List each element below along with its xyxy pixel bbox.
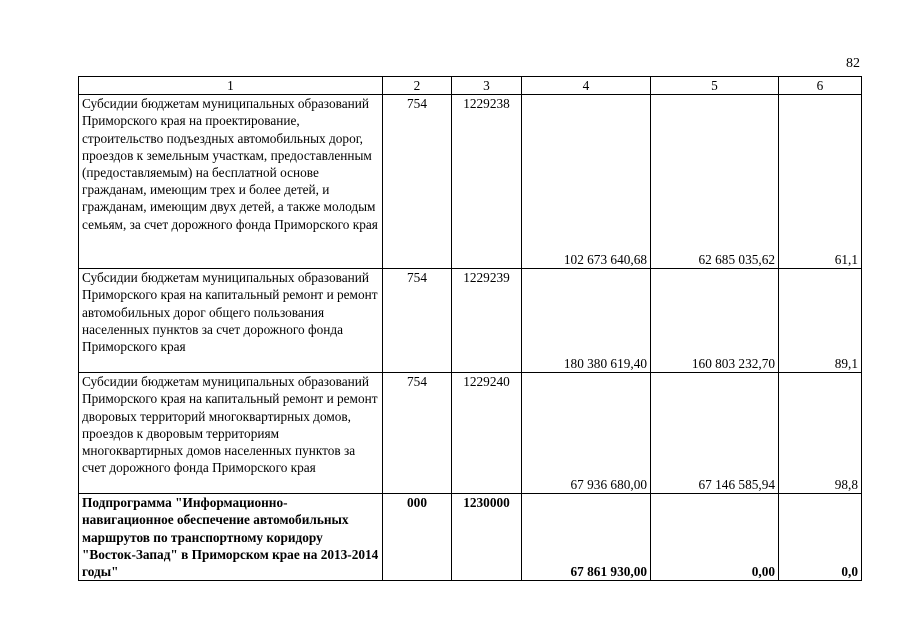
table-row — [79, 269, 862, 373]
row-code-2: 000 — [383, 494, 452, 581]
table-row-subprogram — [79, 494, 862, 581]
row-value-4: 180 380 619,40 — [522, 269, 651, 373]
row-code-2: 754 — [383, 373, 452, 494]
header-cell-2: 2 — [383, 77, 452, 95]
row-code-3: 1229240 — [452, 373, 522, 494]
row-description: Субсидии бюджетам муниципальных образований Приморского края на капитальный ремонт и ремонт дворовых территорий многоквартирных домов, проездов к дворовым территориям многоквартирных домов населенных пунктов за счет дорожного фонда Приморского края — [79, 373, 383, 494]
row-value-4: 102 673 640,68 — [522, 95, 651, 269]
row-value-6: 0,0 — [779, 494, 862, 581]
row-value-5: 67 146 585,94 — [651, 373, 779, 494]
row-description: Субсидии бюджетам муниципальных образований Приморского края на капитальный ремонт и ремонт автомобильных дорог общего пользования населенных пунктов за счет дорожного фонда Приморского края — [79, 269, 383, 373]
row-code-2: 754 — [383, 269, 452, 373]
budget-table — [78, 76, 862, 581]
row-value-6: 61,1 — [779, 95, 862, 269]
row-value-5: 0,00 — [651, 494, 779, 581]
row-code-3: 1229239 — [452, 269, 522, 373]
header-cell-3: 3 — [452, 77, 522, 95]
row-value-6: 89,1 — [779, 269, 862, 373]
header-cell-1: 1 — [79, 77, 383, 95]
row-description: Субсидии бюджетам муниципальных образований Приморского края на проектирование, строительство подъездных автомобильных дорог, проездов к земельным участкам, предоставленным (предоставляемым) на бесплатной основе гражданам, имеющим трех и более детей, и гражданам, имеющим двух детей, а также молодым семьям, за счет дорожного фонда Приморского края — [79, 95, 383, 269]
page-number: 82 — [846, 56, 860, 71]
row-code-2: 754 — [383, 95, 452, 269]
header-cell-6: 6 — [779, 77, 862, 95]
row-code-3: 1230000 — [452, 494, 522, 581]
row-value-5: 160 803 232,70 — [651, 269, 779, 373]
row-value-4: 67 861 930,00 — [522, 494, 651, 581]
row-value-6: 98,8 — [779, 373, 862, 494]
row-description: Подпрограмма "Информационно-навигационное обеспечение автомобильных маршрутов по транспортному коридору "Восток-Запад" в Приморском крае на 2013-2014 годы" — [79, 494, 383, 581]
row-value-4: 67 936 680,00 — [522, 373, 651, 494]
table-row — [79, 373, 862, 494]
header-cell-5: 5 — [651, 77, 779, 95]
header-cell-4: 4 — [522, 77, 651, 95]
row-code-3: 1229238 — [452, 95, 522, 269]
table-header-row — [79, 77, 862, 95]
row-value-5: 62 685 035,62 — [651, 95, 779, 269]
table-row — [79, 95, 862, 269]
